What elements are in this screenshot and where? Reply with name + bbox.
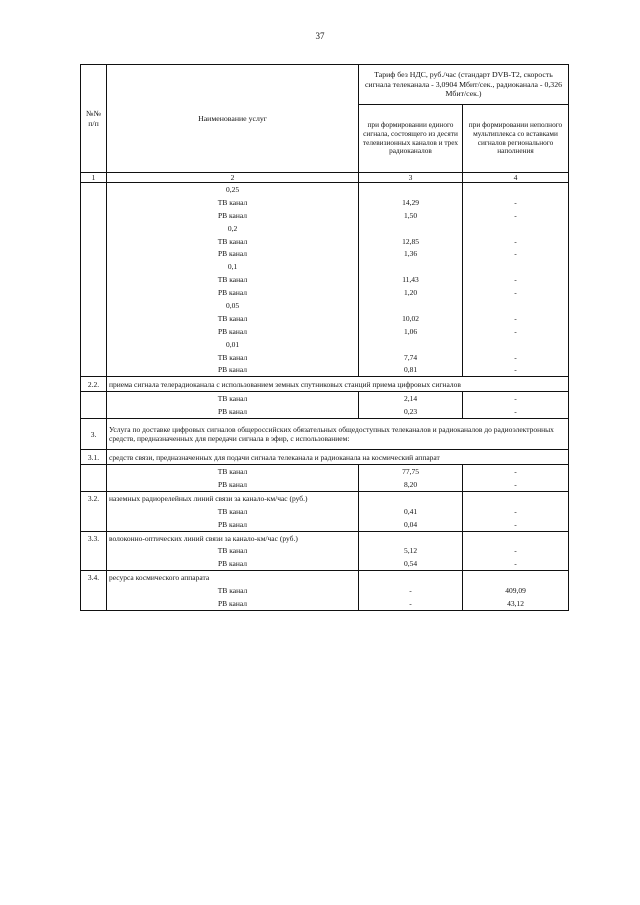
header-num: №№ п/п	[81, 65, 107, 173]
tariff-single-value: 8,20	[359, 478, 463, 491]
tariff-single-value: 5,12	[359, 544, 463, 557]
tariff-partial-value: -	[463, 478, 569, 491]
tariff-partial-value	[463, 222, 569, 235]
row-number: 3.4.	[81, 571, 107, 584]
table-row	[81, 531, 569, 544]
row-number	[81, 584, 107, 597]
tariff-partial-value: -	[463, 196, 569, 209]
row-number: 3.2.	[81, 491, 107, 504]
table-row	[81, 351, 569, 364]
row-number	[81, 557, 107, 570]
tariff-single-value: 12,85	[359, 235, 463, 248]
section-title: приема сигнала телерадиоканала с использованием земных спутниковых станций приема цифровых сигналов	[107, 377, 569, 392]
channel-label: ТВ канал	[107, 584, 359, 597]
table-row	[81, 419, 569, 450]
table-row	[81, 209, 569, 222]
row-number	[81, 273, 107, 286]
tariff-single-value: 10,02	[359, 312, 463, 325]
row-number	[81, 222, 107, 235]
tariff-partial-value: -	[463, 544, 569, 557]
tariff-single-value	[359, 299, 463, 312]
tariff-partial-value: -	[463, 273, 569, 286]
row-number	[81, 325, 107, 338]
row-number	[81, 209, 107, 222]
table-row	[81, 597, 569, 610]
row-number	[81, 235, 107, 248]
coefficient-label: 0,1	[107, 260, 359, 273]
tariff-partial-value: -	[463, 557, 569, 570]
tariff-single-value: 0,81	[359, 363, 463, 376]
section-title: средств связи, предназначенных для подачи сигнала телеканала и радиоканала на космический аппарат	[107, 450, 569, 465]
channel-label: ТВ канал	[107, 312, 359, 325]
table-row	[81, 505, 569, 518]
page-number: 37	[315, 31, 325, 41]
tariff-single-value: 2,14	[359, 392, 463, 405]
coefficient-label: 0,01	[107, 338, 359, 351]
table-row	[81, 325, 569, 338]
header-service: Наименование услуг	[107, 65, 359, 173]
tariff-single-value: -	[359, 584, 463, 597]
tariff-partial-value	[463, 260, 569, 273]
tariff-single-value	[359, 222, 463, 235]
tariff-table	[80, 64, 569, 611]
channel-label: ТВ канал	[107, 273, 359, 286]
header-tariff: Тариф без НДС, руб./час (стандарт DVB-T2, скорость сигнала телеканала - 3,0904 Мбит/сек., радиоканала - 0,326 Мбит/сек.)	[359, 65, 569, 105]
tariff-partial-value: -	[463, 505, 569, 518]
table-row	[81, 450, 569, 465]
coefficient-label: 0,2	[107, 222, 359, 235]
tariff-single-value: 0,54	[359, 557, 463, 570]
column-number: 1	[81, 173, 107, 183]
tariff-single-value: 77,75	[359, 465, 463, 478]
tariff-partial-value: -	[463, 465, 569, 478]
tariff-partial-value: -	[463, 247, 569, 260]
tariff-partial-value: -	[463, 392, 569, 405]
row-number	[81, 260, 107, 273]
channel-label: РВ канал	[107, 405, 359, 418]
channel-label: РВ канал	[107, 518, 359, 531]
channel-label: РВ канал	[107, 325, 359, 338]
tariff-value-empty	[463, 531, 569, 544]
table-row	[81, 584, 569, 597]
channel-label: ТВ канал	[107, 505, 359, 518]
coefficient-label: 0,05	[107, 299, 359, 312]
channel-label: ТВ канал	[107, 235, 359, 248]
row-number	[81, 518, 107, 531]
column-number: 2	[107, 173, 359, 183]
tariff-value-empty	[463, 491, 569, 504]
tariff-value-empty	[359, 531, 463, 544]
row-number	[81, 544, 107, 557]
tariff-partial-value: -	[463, 235, 569, 248]
row-number	[81, 392, 107, 405]
column-number: 3	[359, 173, 463, 183]
tariff-single-value: 1,06	[359, 325, 463, 338]
tariff-single-value: 14,29	[359, 196, 463, 209]
row-number	[81, 405, 107, 418]
row-number	[81, 363, 107, 376]
section-title: Услуга по доставке цифровых сигналов общероссийских обязательных общедоступных телеканалов и радиоканалов до радиоэлектронных средств, предназначенных для передачи сигнала в эфир, с использованием:	[107, 419, 569, 450]
tariff-single-value: 1,20	[359, 286, 463, 299]
row-number	[81, 465, 107, 478]
tariff-partial-value	[463, 338, 569, 351]
tariff-partial-value: -	[463, 325, 569, 338]
tariff-partial-value: -	[463, 405, 569, 418]
tariff-single-value: 0,41	[359, 505, 463, 518]
row-number	[81, 286, 107, 299]
tariff-single-value: 7,74	[359, 351, 463, 364]
tariff-single-value: 11,43	[359, 273, 463, 286]
tariff-partial-value: -	[463, 286, 569, 299]
table-row	[81, 222, 569, 235]
column-number: 4	[463, 173, 569, 183]
row-number	[81, 597, 107, 610]
row-number	[81, 351, 107, 364]
tariff-partial-value: -	[463, 351, 569, 364]
tariff-single-value: 0,04	[359, 518, 463, 531]
subsection-title: ресурса космического аппарата	[107, 571, 359, 584]
tariff-single-value: 0,23	[359, 405, 463, 418]
table-row	[81, 544, 569, 557]
channel-label: РВ канал	[107, 478, 359, 491]
row-number	[81, 505, 107, 518]
column-numbers-row	[81, 173, 569, 183]
channel-label: РВ канал	[107, 557, 359, 570]
row-number	[81, 312, 107, 325]
table-row	[81, 518, 569, 531]
coefficient-label: 0,25	[107, 183, 359, 196]
row-number: 2.2.	[81, 377, 107, 392]
channel-label: ТВ канал	[107, 465, 359, 478]
row-number	[81, 183, 107, 196]
row-number	[81, 247, 107, 260]
row-number	[81, 196, 107, 209]
channel-label: ТВ канал	[107, 544, 359, 557]
row-number	[81, 478, 107, 491]
tariff-partial-value: -	[463, 363, 569, 376]
tariff-value-empty	[359, 491, 463, 504]
tariff-partial-value	[463, 183, 569, 196]
tariff-partial-value: 43,12	[463, 597, 569, 610]
table-row	[81, 491, 569, 504]
header-tariff-partial: при формировании неполного мультиплекса со вставками сигналов регионального наполнения	[463, 105, 569, 173]
table-row	[81, 260, 569, 273]
table-row	[81, 557, 569, 570]
channel-label: ТВ канал	[107, 196, 359, 209]
tariff-partial-value: -	[463, 209, 569, 222]
table-row	[81, 235, 569, 248]
table-row	[81, 392, 569, 405]
table-row	[81, 478, 569, 491]
table-row	[81, 196, 569, 209]
tariff-partial-value: 409,09	[463, 584, 569, 597]
table-row	[81, 465, 569, 478]
channel-label: РВ канал	[107, 363, 359, 376]
subsection-title: наземных радиорелейных линий связи за канало-км/час (руб.)	[107, 491, 359, 504]
tariff-single-value	[359, 260, 463, 273]
tariff-single-value: -	[359, 597, 463, 610]
channel-label: ТВ канал	[107, 392, 359, 405]
row-number: 3.3.	[81, 531, 107, 544]
table-row	[81, 363, 569, 376]
tariff-partial-value	[463, 299, 569, 312]
table-row	[81, 183, 569, 196]
channel-label: РВ канал	[107, 209, 359, 222]
row-number: 3.	[81, 419, 107, 450]
tariff-single-value	[359, 338, 463, 351]
channel-label: РВ канал	[107, 286, 359, 299]
tariff-single-value: 1,36	[359, 247, 463, 260]
row-number	[81, 299, 107, 312]
channel-label: РВ канал	[107, 247, 359, 260]
table-row	[81, 312, 569, 325]
tariff-partial-value: -	[463, 312, 569, 325]
channel-label: РВ канал	[107, 597, 359, 610]
table-row	[81, 247, 569, 260]
tariff-partial-value: -	[463, 518, 569, 531]
table-row	[81, 571, 569, 584]
tariff-value-empty	[359, 571, 463, 584]
channel-label: ТВ канал	[107, 351, 359, 364]
tariff-single-value: 1,50	[359, 209, 463, 222]
row-number: 3.1.	[81, 450, 107, 465]
table-row	[81, 405, 569, 418]
subsection-title: волоконно-оптических линий связи за канало-км/час (руб.)	[107, 531, 359, 544]
table-row	[81, 273, 569, 286]
tariff-single-value	[359, 183, 463, 196]
row-number	[81, 338, 107, 351]
table-row	[81, 286, 569, 299]
table-row	[81, 377, 569, 392]
table-row	[81, 299, 569, 312]
table-row	[81, 338, 569, 351]
header-tariff-single: при формировании единого сигнала, состоящего из десяти телевизионных каналов и трех радиоканалов	[359, 105, 463, 173]
tariff-value-empty	[463, 571, 569, 584]
